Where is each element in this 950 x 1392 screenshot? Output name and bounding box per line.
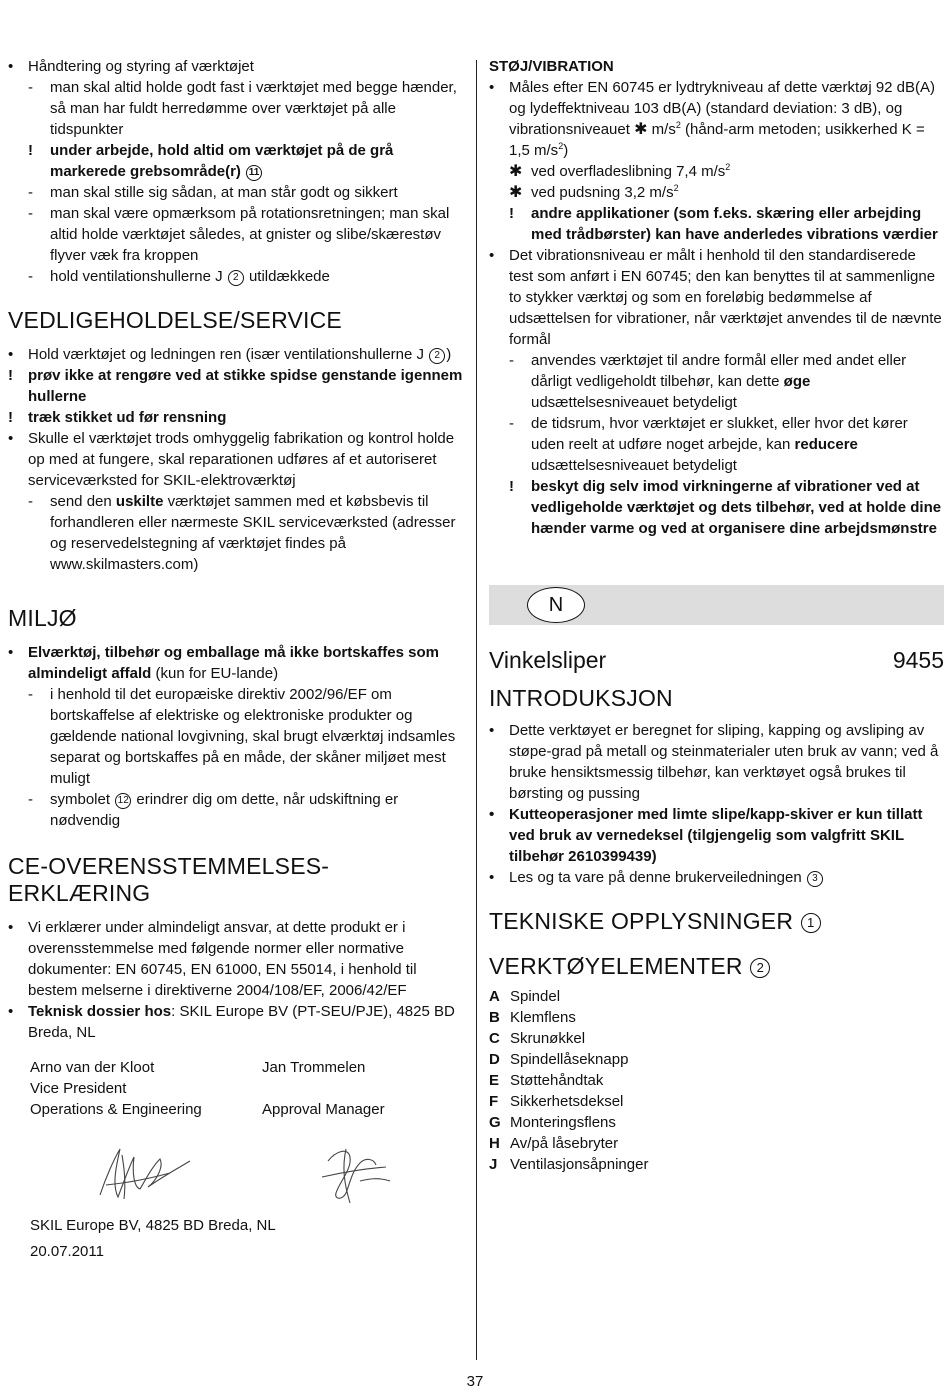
section-heading-maintenance: VEDLIGEHOLDELSE/SERVICE: [8, 307, 342, 333]
dash-marker: -: [509, 352, 514, 369]
star-icon: ✱: [634, 121, 648, 138]
left-column: [8, 56, 464, 1262]
signature-1-drawing: [100, 1149, 190, 1199]
star-icon: ✱: [509, 184, 523, 201]
signatory-title: Operations & Engineering: [30, 1101, 202, 1118]
bullet-marker: •: [8, 58, 14, 75]
bullet-marker: •: [8, 1003, 14, 1020]
section-heading-environment: MILJØ: [8, 605, 77, 631]
sub-item: - hold ventilationshullerne J 2 utildækkede: [28, 268, 330, 285]
signatory-title: Approval Manager: [262, 1101, 385, 1118]
dash-marker: -: [28, 493, 33, 510]
tool-element: A Spindel: [489, 988, 561, 1005]
figure-ref-icon: 3: [807, 871, 823, 887]
column-divider: [476, 60, 477, 1360]
signatories: [30, 1057, 464, 1137]
sub-item: - man skal være opmærksom på rotationsretningen; man skal altid holde værktøjet således, at gnister og slibe/skærestøv flyver væk fra kroppen: [28, 205, 450, 264]
company-address: SKIL Europe BV, 4825 BD Breda, NL: [30, 1217, 276, 1234]
bullet-marker: •: [489, 79, 495, 96]
bullet-marker: •: [489, 722, 495, 739]
list-item: • Dette verktøyet er beregnet for sliping, kapping og avsliping av støpe-grad på metall og steinmaterialer uten bruk av vann; ved å bruke hensiktsmessig tilbehør, kan verktøyet også brukes til børsting og pussing: [489, 722, 939, 802]
bullet-marker: •: [489, 247, 495, 264]
sub-item: ✱ ved overfladeslibning 7,4 $m/s^2$: [509, 162, 731, 180]
bullet-marker: •: [8, 919, 14, 936]
warning-marker: !: [8, 367, 13, 384]
dash-marker: -: [28, 184, 33, 201]
list-item: • Kutteoperasjoner med limte slipe/kapp-skiver er kun tillatt ved bruk av vernedeksel (tilgjengelig som valgfritt SKIL tilbehør 2610399439): [489, 806, 923, 865]
warning-marker: !: [509, 478, 514, 495]
sub-item: - symbolet 12 erindrer dig om dette, når udskiftning er nødvendig: [28, 791, 399, 829]
language-bar: [489, 585, 944, 625]
tool-element: B Klemflens: [489, 1009, 576, 1026]
list-item: • Hold værktøjet og ledningen ren (især ventilationshullerne J 2 ): [8, 346, 452, 363]
warning-item: ! under arbejde, hold altid om værktøjet på de grå markerede grebsområde(r) 11: [28, 142, 394, 180]
list-item: • Les og ta vare på denne brukerveiledningen 3: [489, 867, 944, 888]
list-item: • Elværktøj, tilbehør og emballage må ikke bortskaffes som almindeligt affald (kun for EU-lande): [8, 644, 439, 682]
signatory-name: Jan Trommelen: [262, 1059, 366, 1076]
tool-element: H Av/på låsebryter: [489, 1135, 619, 1152]
bullet-marker: •: [8, 430, 14, 447]
handwritten-signatures: [30, 1137, 470, 1209]
product-number: 9455: [892, 647, 944, 673]
sub-item: - man skal altid holde godt fast i værktøjet med begge hænder, så man har fuldt herredømme over værktøjet på alle tidspunkter: [28, 79, 457, 138]
tool-elements-list: [489, 986, 944, 1175]
dash-marker: -: [509, 415, 514, 432]
figure-ref-icon: 11: [246, 165, 262, 181]
section-heading-ce-declaration: CE-OVERENSSTEMMELSES- ERKLÆRING: [8, 853, 330, 906]
figure-ref-icon: 2: [750, 958, 770, 978]
figure-ref-icon: 2: [429, 348, 445, 364]
warning-item: ! træk stikket ud før rensning: [8, 409, 227, 426]
bullet-marker: •: [489, 806, 495, 823]
list-item: • Håndtering og styring af værktøjet: [8, 58, 254, 75]
sub-item: - de tidsrum, hvor værktøjet er slukket, eller hvor det kører uden reelt at udføre noget arbejde, kan reducere udsættelsesniveauet betydeligt: [509, 415, 908, 474]
dash-marker: -: [28, 791, 33, 808]
dash-marker: -: [28, 79, 33, 96]
sub-item: - send den uskilte værktøjet sammen med et købsbevis til forhandleren eller nærmeste SKIL serviceværksted (adresser og reservedelstegning af værktøjet findes på www.skilmasters.com): [28, 493, 456, 573]
signatory-title: Vice President: [30, 1080, 127, 1097]
language-badge: N: [527, 587, 585, 623]
tool-element: C Skrunøkkel: [489, 1030, 586, 1047]
bullet-marker: •: [8, 346, 14, 363]
warning-marker: !: [8, 409, 13, 426]
signatory-name: Arno van der Kloot: [30, 1059, 155, 1076]
dash-marker: -: [28, 686, 33, 703]
list-item: • Måles efter EN 60745 er lydtrykniveau af dette værktøj 92 dB(A) og lydeffektniveau 103 dB(A) (standard deviation: 3 dB), og vibrationsniveauet ✱ $m/s^2$ (hånd-arm metoden; usikkerhed K = 1,5 $m/s^2$): [489, 79, 936, 159]
sub-item: - man skal stille sig sådan, at man står godt og sikkert: [28, 184, 398, 201]
dash-marker: -: [28, 205, 33, 222]
tool-element: F Sikkerhetsdeksel: [489, 1093, 624, 1110]
warning-item: ! prøv ikke at rengøre ved at stikke spidse genstande igennem hullerne: [8, 367, 463, 405]
warning-item: ! andre applikationer (som f.eks. skæring eller arbejding med trådbørster) kan have anderledes vibrations værdier: [509, 205, 938, 243]
list-item: • Teknisk dossier hos: SKIL Europe BV (PT-SEU/PJE), 4825 BD Breda, NL: [8, 1003, 455, 1041]
figure-ref-icon: 12: [115, 793, 131, 809]
dash-marker: -: [28, 268, 33, 285]
declaration-date: 20.07.2011: [30, 1243, 104, 1260]
signature-images: [30, 1137, 464, 1209]
product-name: Vinkelsliper: [489, 647, 607, 673]
page-number: 37: [466, 1373, 484, 1390]
signature-2-drawing: [322, 1149, 390, 1203]
warning-item: ! beskyt dig selv imod virkningerne af vibrationer ved at vedligeholde værktøjet og dets tilbehør, ved at holde dine hænder varme og ved at organisere dine arbejdsmønstre: [509, 478, 942, 537]
warning-marker: !: [28, 142, 33, 159]
signatory-2: [262, 1057, 482, 1120]
warning-marker: !: [509, 205, 514, 222]
section-heading-tool-elements: VERKTØYELEMENTER 2: [489, 953, 944, 980]
sub-item: - i henhold til det europæiske direktiv 2002/96/EF om bortskaffelse af elektriske og elektroniske produkter og gældende national lovgivning, skal brugt elværktøj indsamles separat og bortskaffes på en måde, der skåner miljøet mest muligt: [28, 686, 456, 787]
tool-element: E Støttehåndtak: [489, 1072, 604, 1089]
bullet-marker: •: [8, 644, 14, 661]
list-item: • Vi erklærer under almindeligt ansvar, at dette produkt er i overensstemmelse med følgende normer eller normative dokumenter: EN 60745, EN 61000, EN 55014, i henhold til bestem melserne i direktiverne 2004/108/EF, 2006/42/EF: [8, 919, 417, 999]
tool-element: J Ventilasjonsåpninger: [489, 1156, 649, 1173]
ce-mark-icon: CE: [8, 853, 41, 879]
tool-element: G Monteringsflens: [489, 1114, 616, 1131]
section-heading-noise-vibration: STØJ/VIBRATION: [489, 58, 614, 75]
tool-element: D Spindellåseknapp: [489, 1051, 629, 1068]
figure-ref-icon: 2: [228, 270, 244, 286]
right-column: [489, 56, 944, 1175]
section-heading-introduction: INTRODUKSJON: [489, 685, 673, 711]
section-heading-technical-data: TEKNISKE OPPLYSNINGER 1: [489, 908, 944, 935]
bullet-marker: •: [489, 869, 495, 886]
sub-item: - anvendes værktøjet til andre formål eller med andet eller dårligt vedligeholdt tilbehør, kan dette øge udsættelsesniveauet betydeligt: [509, 352, 907, 411]
list-item: • Det vibrationsniveau er målt i henhold til den standardiserede test som anført i EN 60745; den kan benyttes til at sammenligne to stykker værktøj og som en foreløbig bedømmelse af udsættelsen for vibrationer, når værktøjet anvendes til de nævnte formål: [489, 247, 942, 348]
sub-item: ✱ ved pudsning 3,2 $m/s^2$: [509, 183, 679, 201]
list-item: • Skulle el værktøjet trods omhyggelig fabrikation og kontrol holde op med at fungere, skal reparationen udføres af et autoriseret serviceværksted for SKIL-elektroværktøj: [8, 430, 455, 489]
product-title: [489, 645, 944, 675]
figure-ref-icon: 1: [801, 913, 821, 933]
star-icon: ✱: [509, 163, 523, 180]
signatory-1: [30, 1057, 260, 1120]
